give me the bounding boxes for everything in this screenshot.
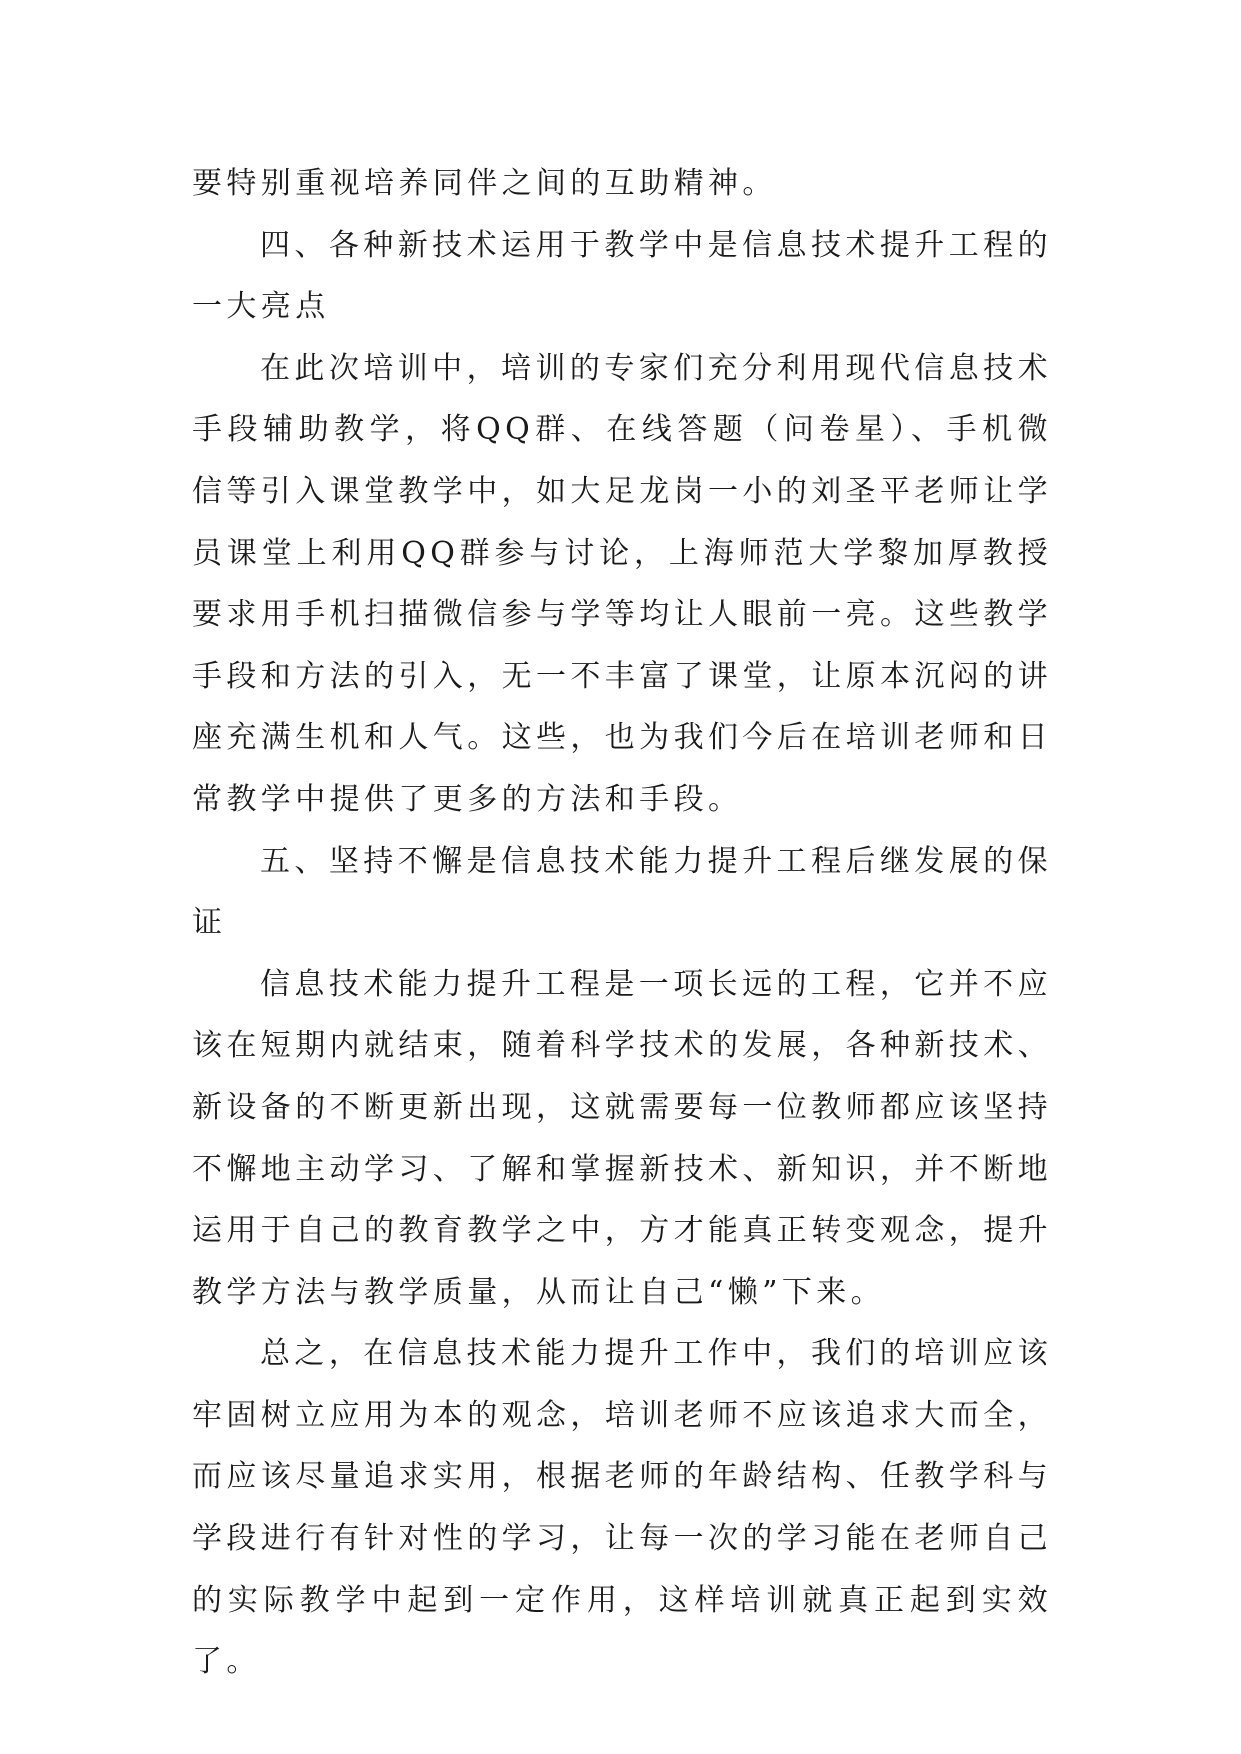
document-body — [192, 153, 1052, 1693]
paragraph-continuation: 要特别重视培养同伴之间的互助精神。 — [192, 166, 777, 201]
paragraph-conclusion: 总之，在信息技术能力提升工作中，我们的培训应该牢固树立应用为本的观念，培训老师不应该追求大而全，而应该尽量追求实用，根据老师的年龄结构、任教学科与学段进行有针对性的学习，让每一次的学习能在老师自己的实际教学中起到一定作用，这样培训就真正起到实效了。 — [192, 1336, 1052, 1680]
section-heading-5: 五、坚持不懈是信息技术能力提升工程后继发展的保证 — [192, 843, 1052, 941]
paragraph-new-tech: 在此次培训中，培训的专家们充分利用现代信息技术手段辅助教学，将QQ群、在线答题（问卷星）、手机微信等引入课堂教学中，如大足龙岗一小的刘圣平老师让学员课堂上利用QQ群参与讨论，上海师范大学黎加厚教授要求用手机扫描微信参与学等均让人眼前一亮。这些教学手段和方法的引入，无一不丰富了课堂，让原本沉闷的讲座充满生机和人气。这些，也为我们今后在培训老师和日常教学中提供了更多的方法和手段。 — [192, 350, 1052, 817]
section-heading-4: 四、各种新技术运用于教学中是信息技术提升工程的一大亮点 — [192, 227, 1052, 325]
paragraph-persistence: 信息技术能力提升工程是一项长远的工程，它并不应该在短期内就结束，随着科学技术的发展，各种新技术、新设备的不断更新出现，这就需要每一位教师都应该坚持不懈地主动学习、了解和掌握新技术、新知识，并不断地运用于自己的教育教学之中，方才能真正转变观念，提升教学方法与教学质量，从而让自己“懒”下来。 — [192, 966, 1052, 1310]
